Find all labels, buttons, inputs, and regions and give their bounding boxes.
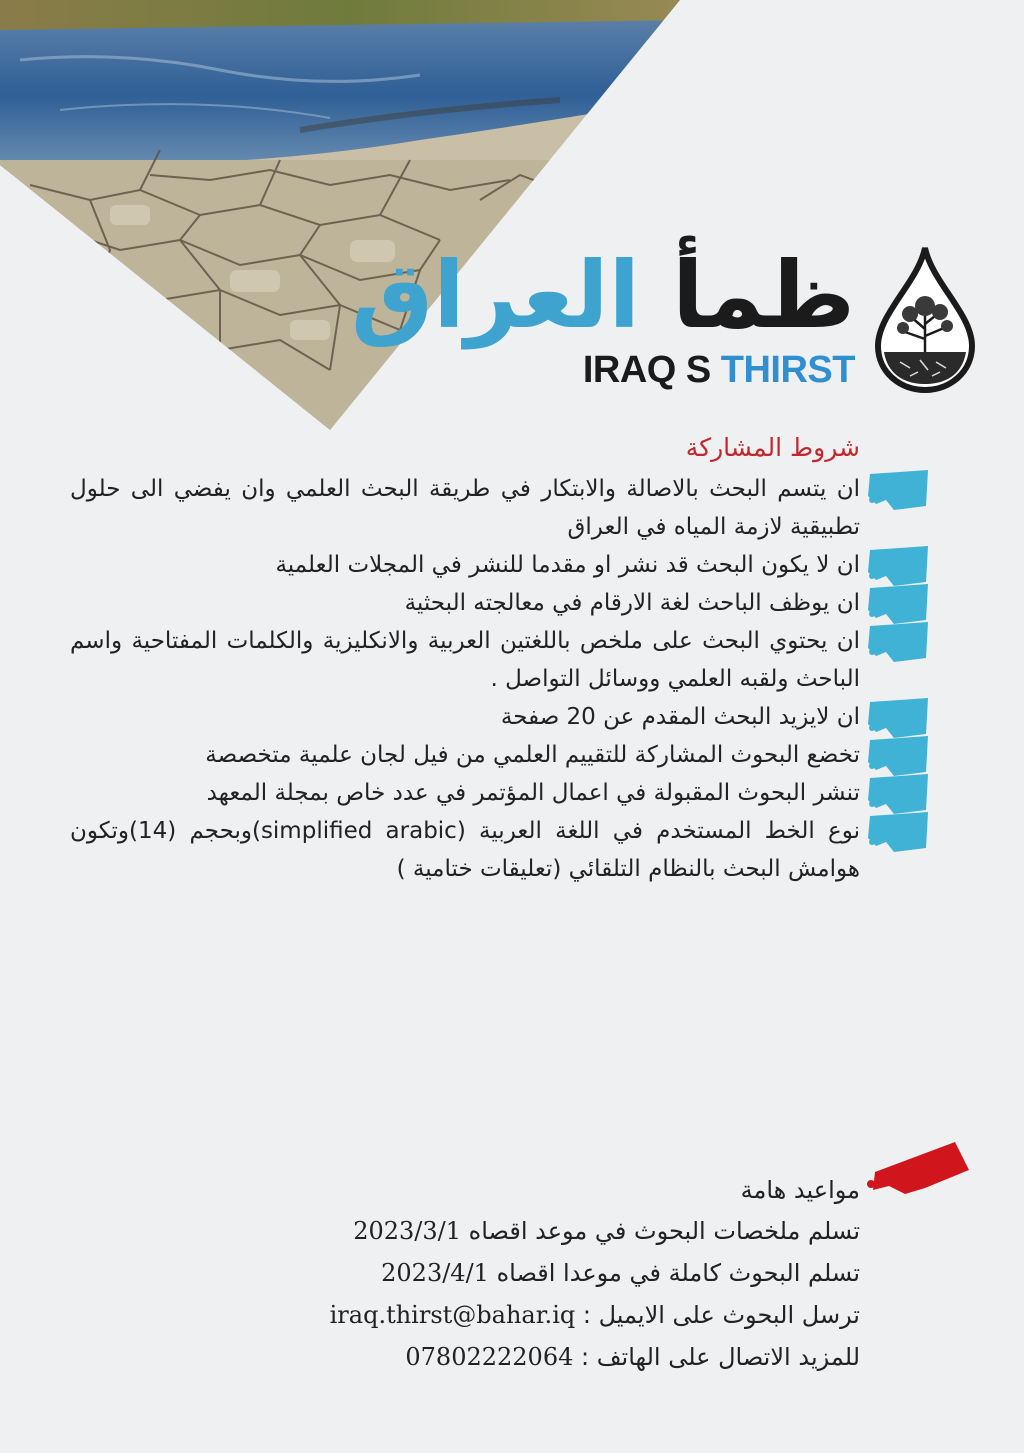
title-word-2: العراق: [351, 242, 641, 349]
condition-text: نوع الخط المستخدم في اللغة العربية (simplified arabic)وبحجم (14)وتكون هوامش البحث بالنظام التلقائي (تعليقات ختامية ): [70, 818, 860, 882]
abstract-deadline-label: تسلم ملخصات البحوث في موعد اقصاه: [468, 1217, 860, 1245]
condition-text: ان لا يكون البحث قد نشر او مقدما للنشر في المجلات العلمية: [275, 552, 860, 578]
condition-item: [70, 622, 860, 698]
email-address[interactable]: iraq.thirst@bahar.iq: [329, 1301, 576, 1329]
condition-item: [70, 698, 860, 736]
condition-item: [70, 546, 860, 584]
condition-item: [70, 736, 860, 774]
english-title: [583, 348, 855, 392]
blue-paint-splash-icon: [864, 584, 932, 626]
blue-paint-splash-icon: [864, 812, 932, 854]
blue-paint-splash-icon: [864, 546, 932, 588]
red-paint-splash-icon: [865, 1142, 975, 1202]
arabic-title: [351, 242, 855, 349]
email-line: [200, 1294, 860, 1336]
full-paper-deadline: [200, 1252, 860, 1294]
condition-text: ان يحتوي البحث على ملخص باللغتين العربية والانكليزية والكلمات المفتاحية واسم الباحث ولقبه العلمي ووسائل التواصل .: [70, 628, 860, 692]
full-paper-deadline-label: تسلم البحوث كاملة في موعدا اقصاه: [496, 1259, 860, 1287]
abstract-deadline-date: 2023/3/1: [353, 1217, 461, 1245]
title-word-1: ظمأ: [672, 242, 855, 349]
blue-paint-splash-icon: [864, 698, 932, 740]
condition-item: [70, 584, 860, 622]
english-title-part-2: THIRST: [720, 349, 855, 391]
condition-text: ان يوظف الباحث لغة الارقام في معالجته البحثية: [404, 590, 860, 616]
water-drop-tree-icon: [870, 244, 980, 394]
blue-paint-splash-icon: [864, 470, 932, 512]
phone-line: [200, 1336, 860, 1378]
participation-conditions: [70, 428, 860, 888]
condition-text: ان يتسم البحث بالاصالة والابتكار في طريقة البحث العلمي وان يفضي الى حلول تطبيقية لازمة المياه في العراق: [70, 476, 860, 540]
condition-item: [70, 812, 860, 888]
condition-text: تنشر البحوث المقبولة في اعمال المؤتمر في عدد خاص بمجلة المعهد: [206, 780, 860, 806]
event-header: [351, 240, 980, 400]
abstract-deadline: [200, 1210, 860, 1252]
condition-text: تخضع البحوث المشاركة للتقييم العلمي من فيل لجان علمية متخصصة: [205, 742, 860, 768]
english-title-part-1: IRAQ S: [582, 349, 711, 391]
conditions-heading: شروط المشاركة: [685, 433, 860, 462]
condition-item: [70, 470, 860, 546]
blue-paint-splash-icon: [864, 774, 932, 816]
condition-text: ان لايزيد البحث المقدم عن 20 صفحة: [500, 704, 860, 730]
blue-paint-splash-icon: [864, 622, 932, 664]
important-dates: [200, 1170, 860, 1378]
dates-heading: مواعيد هامة: [740, 1176, 860, 1204]
phone-label: للمزيد الاتصال على الهاتف :: [581, 1343, 860, 1371]
full-paper-deadline-date: 2023/4/1: [381, 1259, 489, 1287]
email-label: ترسل البحوث على الايميل :: [582, 1301, 860, 1329]
blue-paint-splash-icon: [864, 736, 932, 778]
condition-item: [70, 774, 860, 812]
phone-number[interactable]: 07802222064: [405, 1343, 574, 1371]
